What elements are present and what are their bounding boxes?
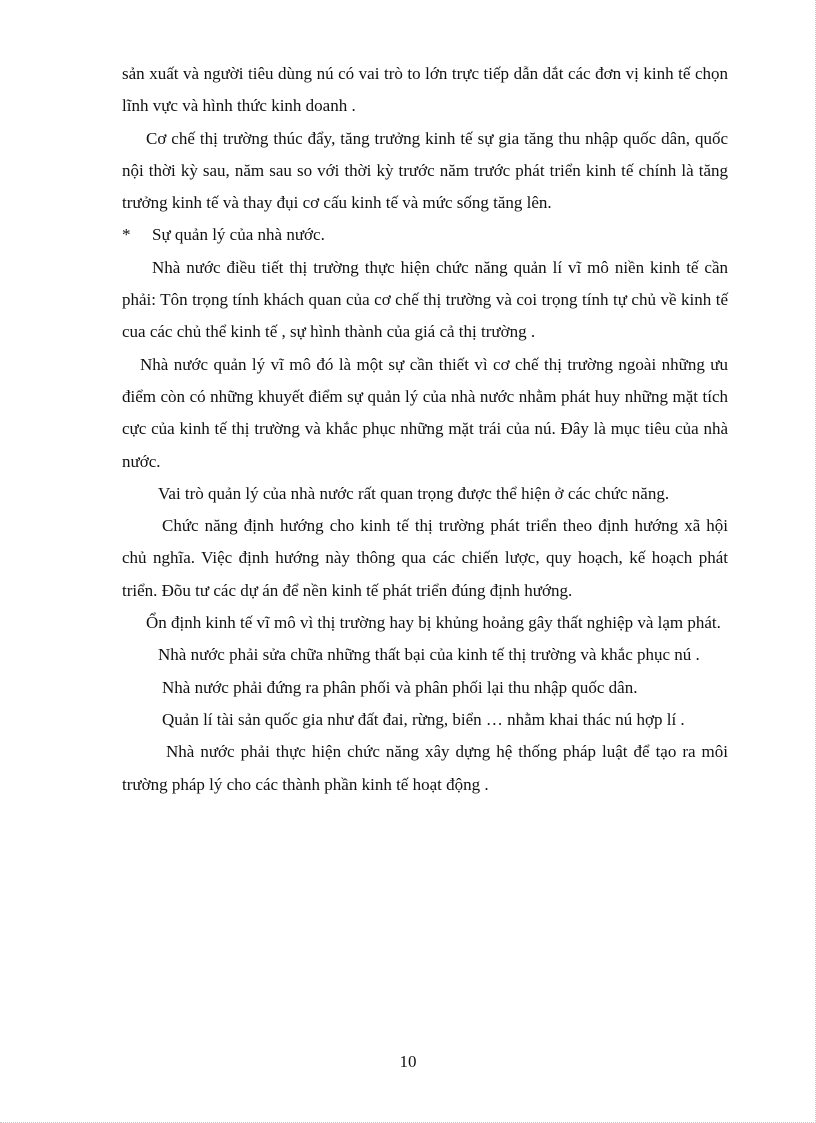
- paragraph-10: Quản lí tài sản quốc gia như đất đai, rừng, biển … nhằm khai thác nú hợp lí .: [162, 709, 685, 729]
- paragraph-9: Nhà nước phải đứng ra phân phối và phân phối lại thu nhập quốc dân.: [162, 677, 638, 697]
- paragraph-6: Chức năng định hướng cho kinh tế thị trường phát triển theo định hướng xã hội chủ nghĩa. Việc định hướng này thông qua các chiến lược, quy hoạch, kế hoạch phát triển. Đõu tư các dự án để nền kinh tế phát triển đúng định hướng.: [122, 516, 728, 600]
- body-text: [122, 58, 728, 801]
- paragraph-1: sản xuất và người tiêu dùng nú có vai trò to lớn trực tiếp dẫn dắt các đơn vị kinh tế chọn lĩnh vực và hình thức kinh doanh .: [122, 64, 728, 116]
- paragraph-3: Nhà nước điều tiết thị trường thực hiện chức năng quản lí vĩ mô niền kinh tế cần phải: Tôn trọng tính khách quan của cơ chế thị trường và coi trọng tính tự chủ về kinh tế cua các chủ thể kinh tế , sự hình thành của giá cả thị trường .: [122, 257, 728, 342]
- paragraph-7: Ổn định kinh tế vĩ mô vì thị trường hay bị khủng hoảng gây thất nghiệp và lạm phát.: [146, 613, 721, 633]
- paragraph-2: Cơ chế thị trường thúc đẩy, tăng trưởng kinh tế sự gia tăng thu nhập quốc dân, quốc nội thời kỳ sau, năm sau so với thời kỳ trước năm trước phát triển kinh tế chính là tăng trưởng kinh tế và thay đụi cơ cấu kinh tế và mức sống tăng lên.: [122, 128, 728, 213]
- paragraph-4: Nhà nước quản lý vĩ mô đó là một sự cần thiết vì cơ chế thị trường ngoài những ưu điểm còn có những khuyết điểm sự quản lý của nhà nước nhằm phát huy những mặt tích cực của kinh tế thị trường và khắc phục những mặt trái của nú. Đây là mục tiêu của nhà nước.: [122, 354, 728, 471]
- bullet-heading-text: Sự quản lý của nhà nước.: [152, 225, 325, 245]
- bullet-heading: [122, 219, 728, 251]
- bullet-marker: *: [122, 225, 131, 245]
- paragraph-8: Nhà nước phải sửa chữa những thất bại của kinh tế thị trường và khắc phục nú .: [158, 645, 700, 665]
- paragraph-11: Nhà nước phải thực hiện chức năng xây dựng hệ thống pháp luật để tạo ra môi trường pháp lý cho các thành phần kinh tế hoạt động .: [122, 742, 728, 794]
- page-number: 10: [399, 1052, 417, 1071]
- paragraph-5: Vai trò quản lý của nhà nước rất quan trọng được thể hiện ở các chức năng.: [158, 483, 670, 503]
